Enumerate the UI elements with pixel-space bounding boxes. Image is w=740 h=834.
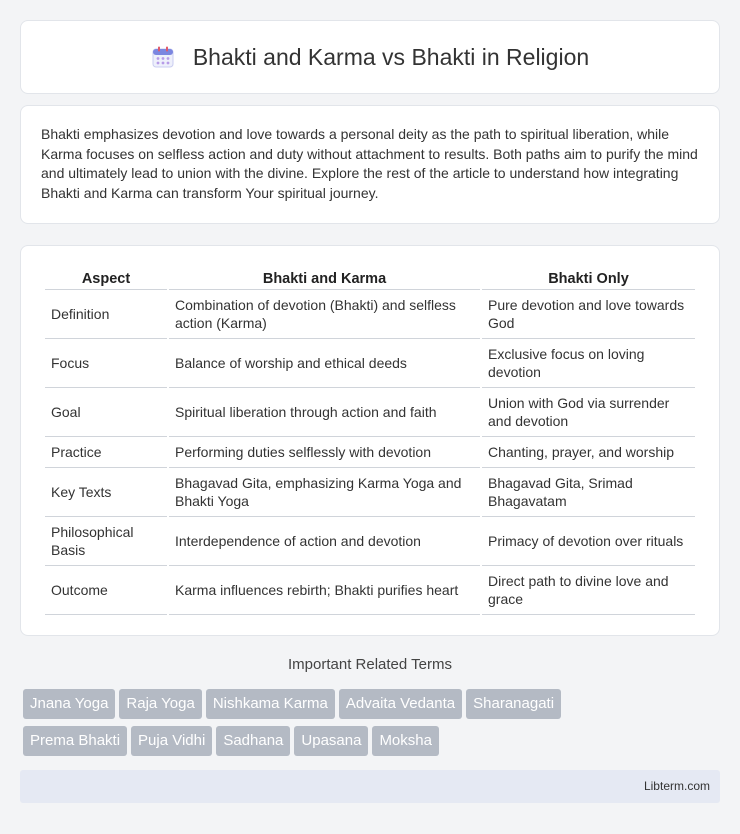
- table-cell: Exclusive focus on loving devotion: [482, 339, 695, 388]
- table-cell: Definition: [45, 290, 167, 339]
- table-row: [45, 517, 695, 566]
- page-title: Bhakti and Karma vs Bhakti in Religion: [192, 43, 590, 70]
- calendar-icon: [151, 45, 175, 69]
- table-row: [45, 388, 695, 437]
- tag-sadhana[interactable]: Sadhana: [216, 726, 290, 756]
- table-row: [45, 437, 695, 468]
- table-row: [45, 339, 695, 388]
- tag-upasana[interactable]: Upasana: [294, 726, 368, 756]
- footer: [20, 770, 720, 803]
- footer-site-link[interactable]: Libterm.com: [643, 779, 710, 793]
- tag-raja-yoga[interactable]: Raja Yoga: [119, 689, 201, 719]
- table-cell: Goal: [45, 388, 167, 437]
- table-row: [45, 290, 695, 339]
- table-cell: Philosophical Basis: [45, 517, 167, 566]
- table-cell: Chanting, prayer, and worship: [482, 437, 695, 468]
- table-cell: Bhagavad Gita, emphasizing Karma Yoga and Bhakti Yoga: [169, 468, 480, 517]
- table-cell: Spiritual liberation through action and faith: [169, 388, 480, 437]
- comparison-card: [20, 245, 720, 636]
- table-cell: Practice: [45, 437, 167, 468]
- table-cell: Union with God via surrender and devotion: [482, 388, 695, 437]
- table-cell: Focus: [45, 339, 167, 388]
- table-cell: Pure devotion and love towards God: [482, 290, 695, 339]
- table-header-row: [45, 266, 695, 290]
- table-cell: Balance of worship and ethical deeds: [169, 339, 480, 388]
- related-terms-title: Important Related Terms: [288, 656, 452, 673]
- tag-jnana-yoga[interactable]: Jnana Yoga: [23, 689, 115, 719]
- table-cell: Performing duties selflessly with devotion: [169, 437, 480, 468]
- table-cell: Bhagavad Gita, Srimad Bhagavatam: [482, 468, 695, 517]
- table-cell: Direct path to divine love and grace: [482, 566, 695, 615]
- table-cell: Outcome: [45, 566, 167, 615]
- tag-sharanagati[interactable]: Sharanagati: [466, 689, 561, 719]
- table-cell: Combination of devotion (Bhakti) and selfless action (Karma): [169, 290, 480, 339]
- intro-card: [20, 105, 720, 224]
- tag-moksha[interactable]: Moksha: [372, 726, 439, 756]
- tag-puja-vidhi[interactable]: Puja Vidhi: [131, 726, 212, 756]
- table-cell: Interdependence of action and devotion: [169, 517, 480, 566]
- tag-advaita-vedanta[interactable]: Advaita Vedanta: [339, 689, 462, 719]
- related-terms-list: [23, 689, 623, 763]
- tag-nishkama-karma[interactable]: Nishkama Karma: [206, 689, 335, 719]
- table-cell: Karma influences rebirth; Bhakti purifies heart: [169, 566, 480, 615]
- intro-text: Bhakti emphasizes devotion and love towards a personal deity as the path to spiritual liberation, while Karma focuses on selfless action and duty without attachment to results. Both paths aim to purify the mind and ultimately lead to union with the divine. Explore the rest of the article to understand how integrating Bhakti and Karma can transform Your spiritual journey.: [41, 126, 698, 201]
- column-header-bhakti-and-karma: Bhakti and Karma: [169, 266, 480, 290]
- column-header-aspect: Aspect: [45, 266, 167, 290]
- page-header: [20, 20, 720, 94]
- table-cell: Key Texts: [45, 468, 167, 517]
- column-header-bhakti-only: Bhakti Only: [482, 266, 695, 290]
- tag-prema-bhakti[interactable]: Prema Bhakti: [23, 726, 127, 756]
- table-row: [45, 468, 695, 517]
- table-cell: Primacy of devotion over rituals: [482, 517, 695, 566]
- comparison-table: [43, 266, 697, 615]
- table-row: [45, 566, 695, 615]
